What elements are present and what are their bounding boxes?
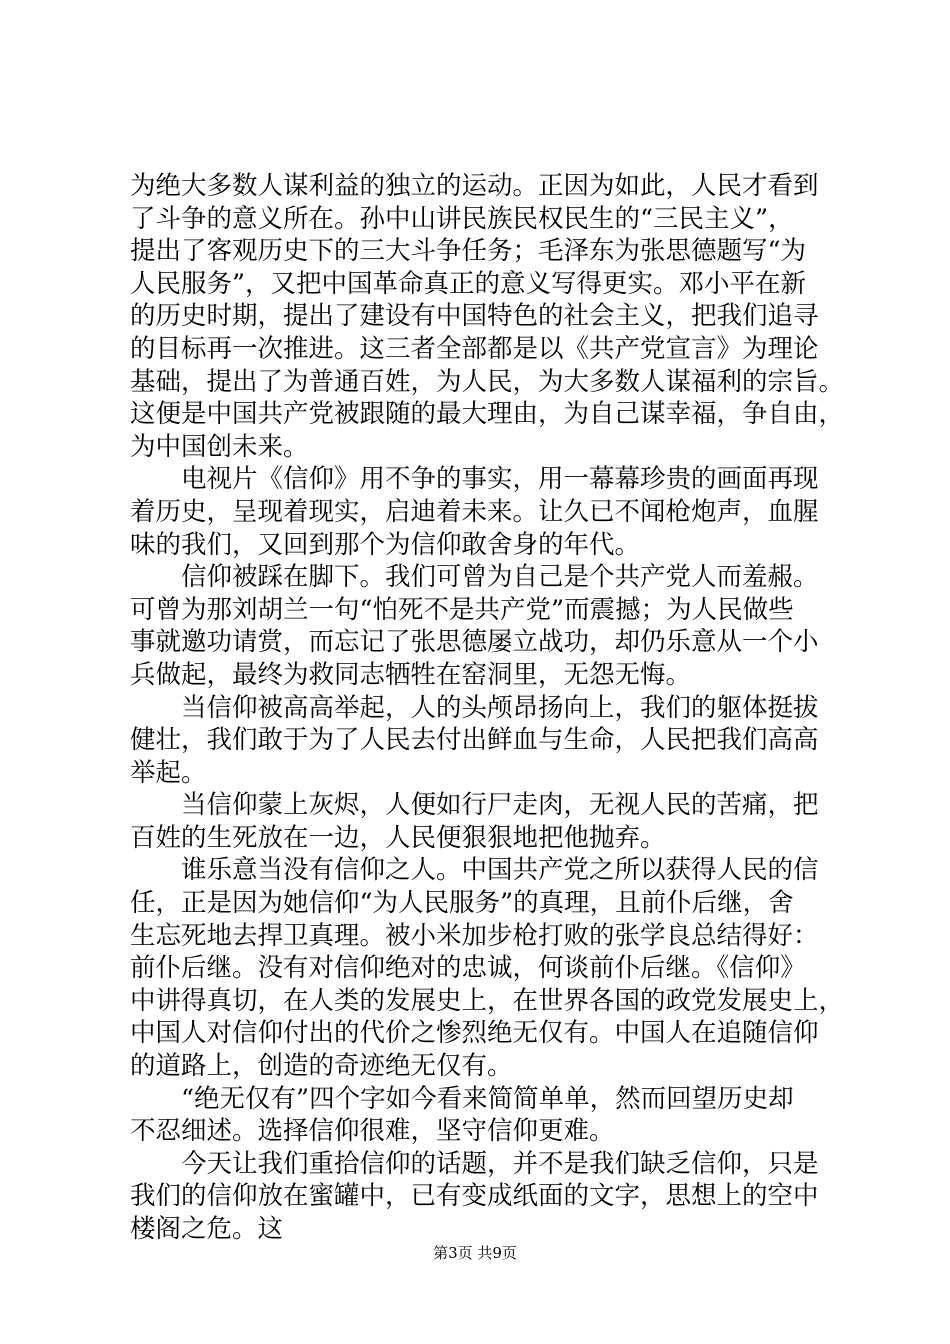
text-line: 电视片《信仰》用不争的事实，用一幕幕珍贵的画面再现 <box>130 464 819 495</box>
text-line: 百姓的生死放在一边，人民便狠狠地把他抛弃。 <box>130 822 666 853</box>
text-line: 举起。 <box>130 757 207 788</box>
text-line: 健壮，我们敢于为了人民去付出鲜血与生命，人民把我们高高 <box>130 725 819 756</box>
text-line: 楼阁之危。这 <box>130 1214 284 1244</box>
page-number-footer: 第3页 共9页 <box>433 1244 517 1262</box>
text-line: 可曾为那刘胡兰一句“怕死不是共产党”而震撼；为人民做些 <box>130 594 794 625</box>
text-line: 中讲得真切，在人类的发展史上，在世界各国的政党发展史上， <box>130 985 845 1016</box>
text-line: 提出了客观历史下的三大斗争任务；毛泽东为张思德题写“为 <box>130 236 807 267</box>
text-line: 当信仰被高高举起，人的头颅昂扬向上，我们的躯体挺拔 <box>130 692 819 723</box>
text-line: 当信仰蒙上灰烬，人便如行尸走肉，无视人民的苦痛，把 <box>130 790 819 821</box>
text-line: 的道路上，创造的奇迹绝无仅有。 <box>130 1051 513 1082</box>
text-line: 生忘死地去捍卫真理。被小米加步枪打败的张学良总结得好： <box>130 920 819 951</box>
text-line: 为绝大多数人谋利益的独立的运动。正因为如此，人民才看到 <box>130 171 819 201</box>
text-line: 信仰被踩在脚下。我们可曾为自己是个共产党人而羞赧。 <box>130 562 819 593</box>
text-line: 的历史时期，提出了建设有中国特色的社会主义，把我们追寻 <box>130 301 819 332</box>
text-line: 的目标再一次推进。这三者全部都是以《共产党宣言》为理论 <box>130 333 819 364</box>
text-line: 人民服务”，又把中国革命真正的意义写得更实。邓小平在新 <box>130 268 807 299</box>
body-text <box>130 170 845 1246</box>
text-line: 这便是中国共产党被跟随的最大理由，为自己谋幸福，争自由， <box>130 399 845 430</box>
text-line: 为中国创未来。 <box>130 431 309 462</box>
text-line: “绝无仅有”四个字如今看来简简单单，然而回望历史却 <box>130 1083 794 1114</box>
text-line: 不忍细述。选择信仰很难，坚守信仰更难。 <box>130 1116 615 1147</box>
text-line: 前仆后继。没有对信仰绝对的忠诚，何谈前仆后继。《信仰》 <box>130 953 806 984</box>
text-line: 事就邀功请赏，而忘记了张思德屡立战功，却仍乐意从一个小 <box>130 627 819 658</box>
text-line: 任，正是因为她信仰“为人民服务”的真理，且前仆后继，舍 <box>130 888 794 919</box>
text-line: 着历史，呈现着现实，启迪着未来。让久已不闻枪炮声，血腥 <box>130 496 819 527</box>
text-line: 谁乐意当没有信仰之人。中国共产党之所以获得人民的信 <box>130 855 819 886</box>
text-line: 了斗争的意义所在。孙中山讲民族民权民生的“三民主义”， <box>130 203 794 234</box>
text-line: 基础，提出了为普通百姓，为人民，为大多数人谋福利的宗旨。 <box>130 366 845 397</box>
text-line: 中国人对信仰付出的代价之惨烈绝无仅有。中国人在追随信仰 <box>130 1018 819 1049</box>
text-line: 兵做起，最终为救同志牺牲在窑洞里，无怨无悔。 <box>130 659 692 690</box>
text-line: 味的我们，又回到那个为信仰敢舍身的年代。 <box>130 529 641 560</box>
text-line: 我们的信仰放在蜜罐中，已有变成纸面的文字，思想上的空中 <box>130 1181 819 1212</box>
text-line: 今天让我们重拾信仰的话题，并不是我们缺乏信仰，只是 <box>130 1148 819 1179</box>
